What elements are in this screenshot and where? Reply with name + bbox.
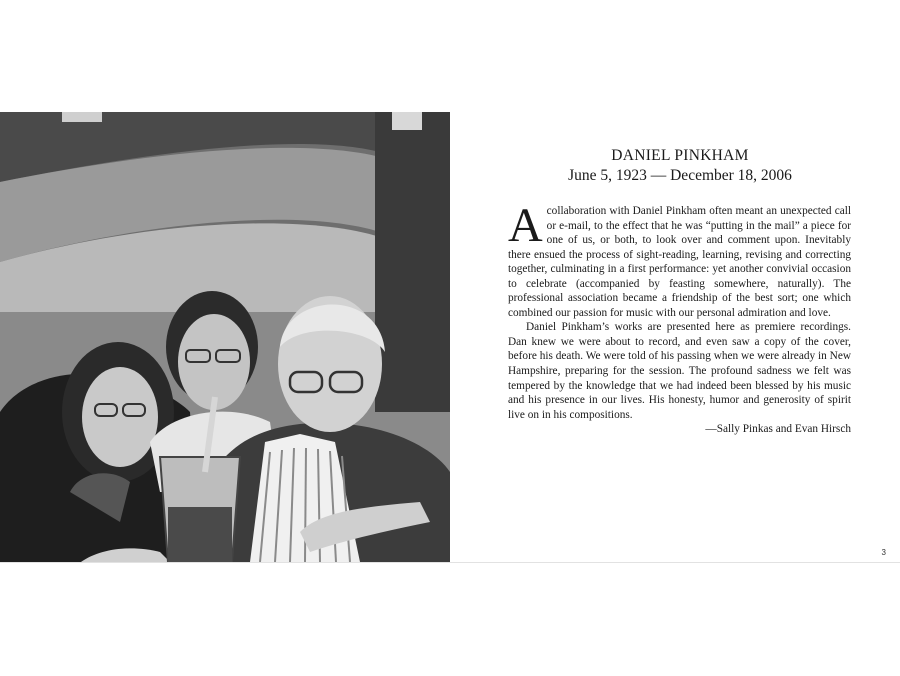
title-block	[500, 146, 860, 186]
life-dates: June 5, 1923 — December 18, 2006	[568, 167, 792, 184]
page-number: 3	[881, 548, 886, 557]
tribute-page	[500, 112, 860, 562]
page-title: DANIEL PINKHAM	[611, 147, 749, 164]
booklet-spread	[0, 112, 900, 564]
paragraph-1-text: collaboration with Daniel Pinkham often meant an unexpected call or e-mail, to the effect that he was “putting in the mail” a piece for one of us, or both, to look over and comment upon. Inevitably there ensued the process of sight-reading, learning, revising and correcting together, culminating in a first performance: yet another convivial occasion to celebrate (accompanied by feasting somewhere, naturally). The professional association became a friendship of the best sort; one which combined our passion for music with our personal admiration and love.	[508, 205, 851, 319]
page-bottom-rule	[0, 562, 900, 563]
photo-three-people	[0, 112, 450, 562]
paragraph-2: Daniel Pinkham’s works are presented here as premiere recordings. Dan knew we were about to record, and even saw a copy of the cover, before his death. We were told of his passing when we were already in New Hampshire, preparing for the session. The profound sadness we felt was tempered by the knowledge that we had indeed been blessed by his music and his presence in our lives. His honesty, humor and generosity of spirit live on in his compositions.	[508, 321, 851, 421]
drop-cap: A	[508, 199, 543, 252]
paragraph-1	[508, 199, 851, 320]
signature: —Sally Pinkas and Evan Hirsch	[705, 423, 851, 436]
tribute-body	[508, 199, 851, 437]
photo-illustration	[0, 112, 450, 562]
